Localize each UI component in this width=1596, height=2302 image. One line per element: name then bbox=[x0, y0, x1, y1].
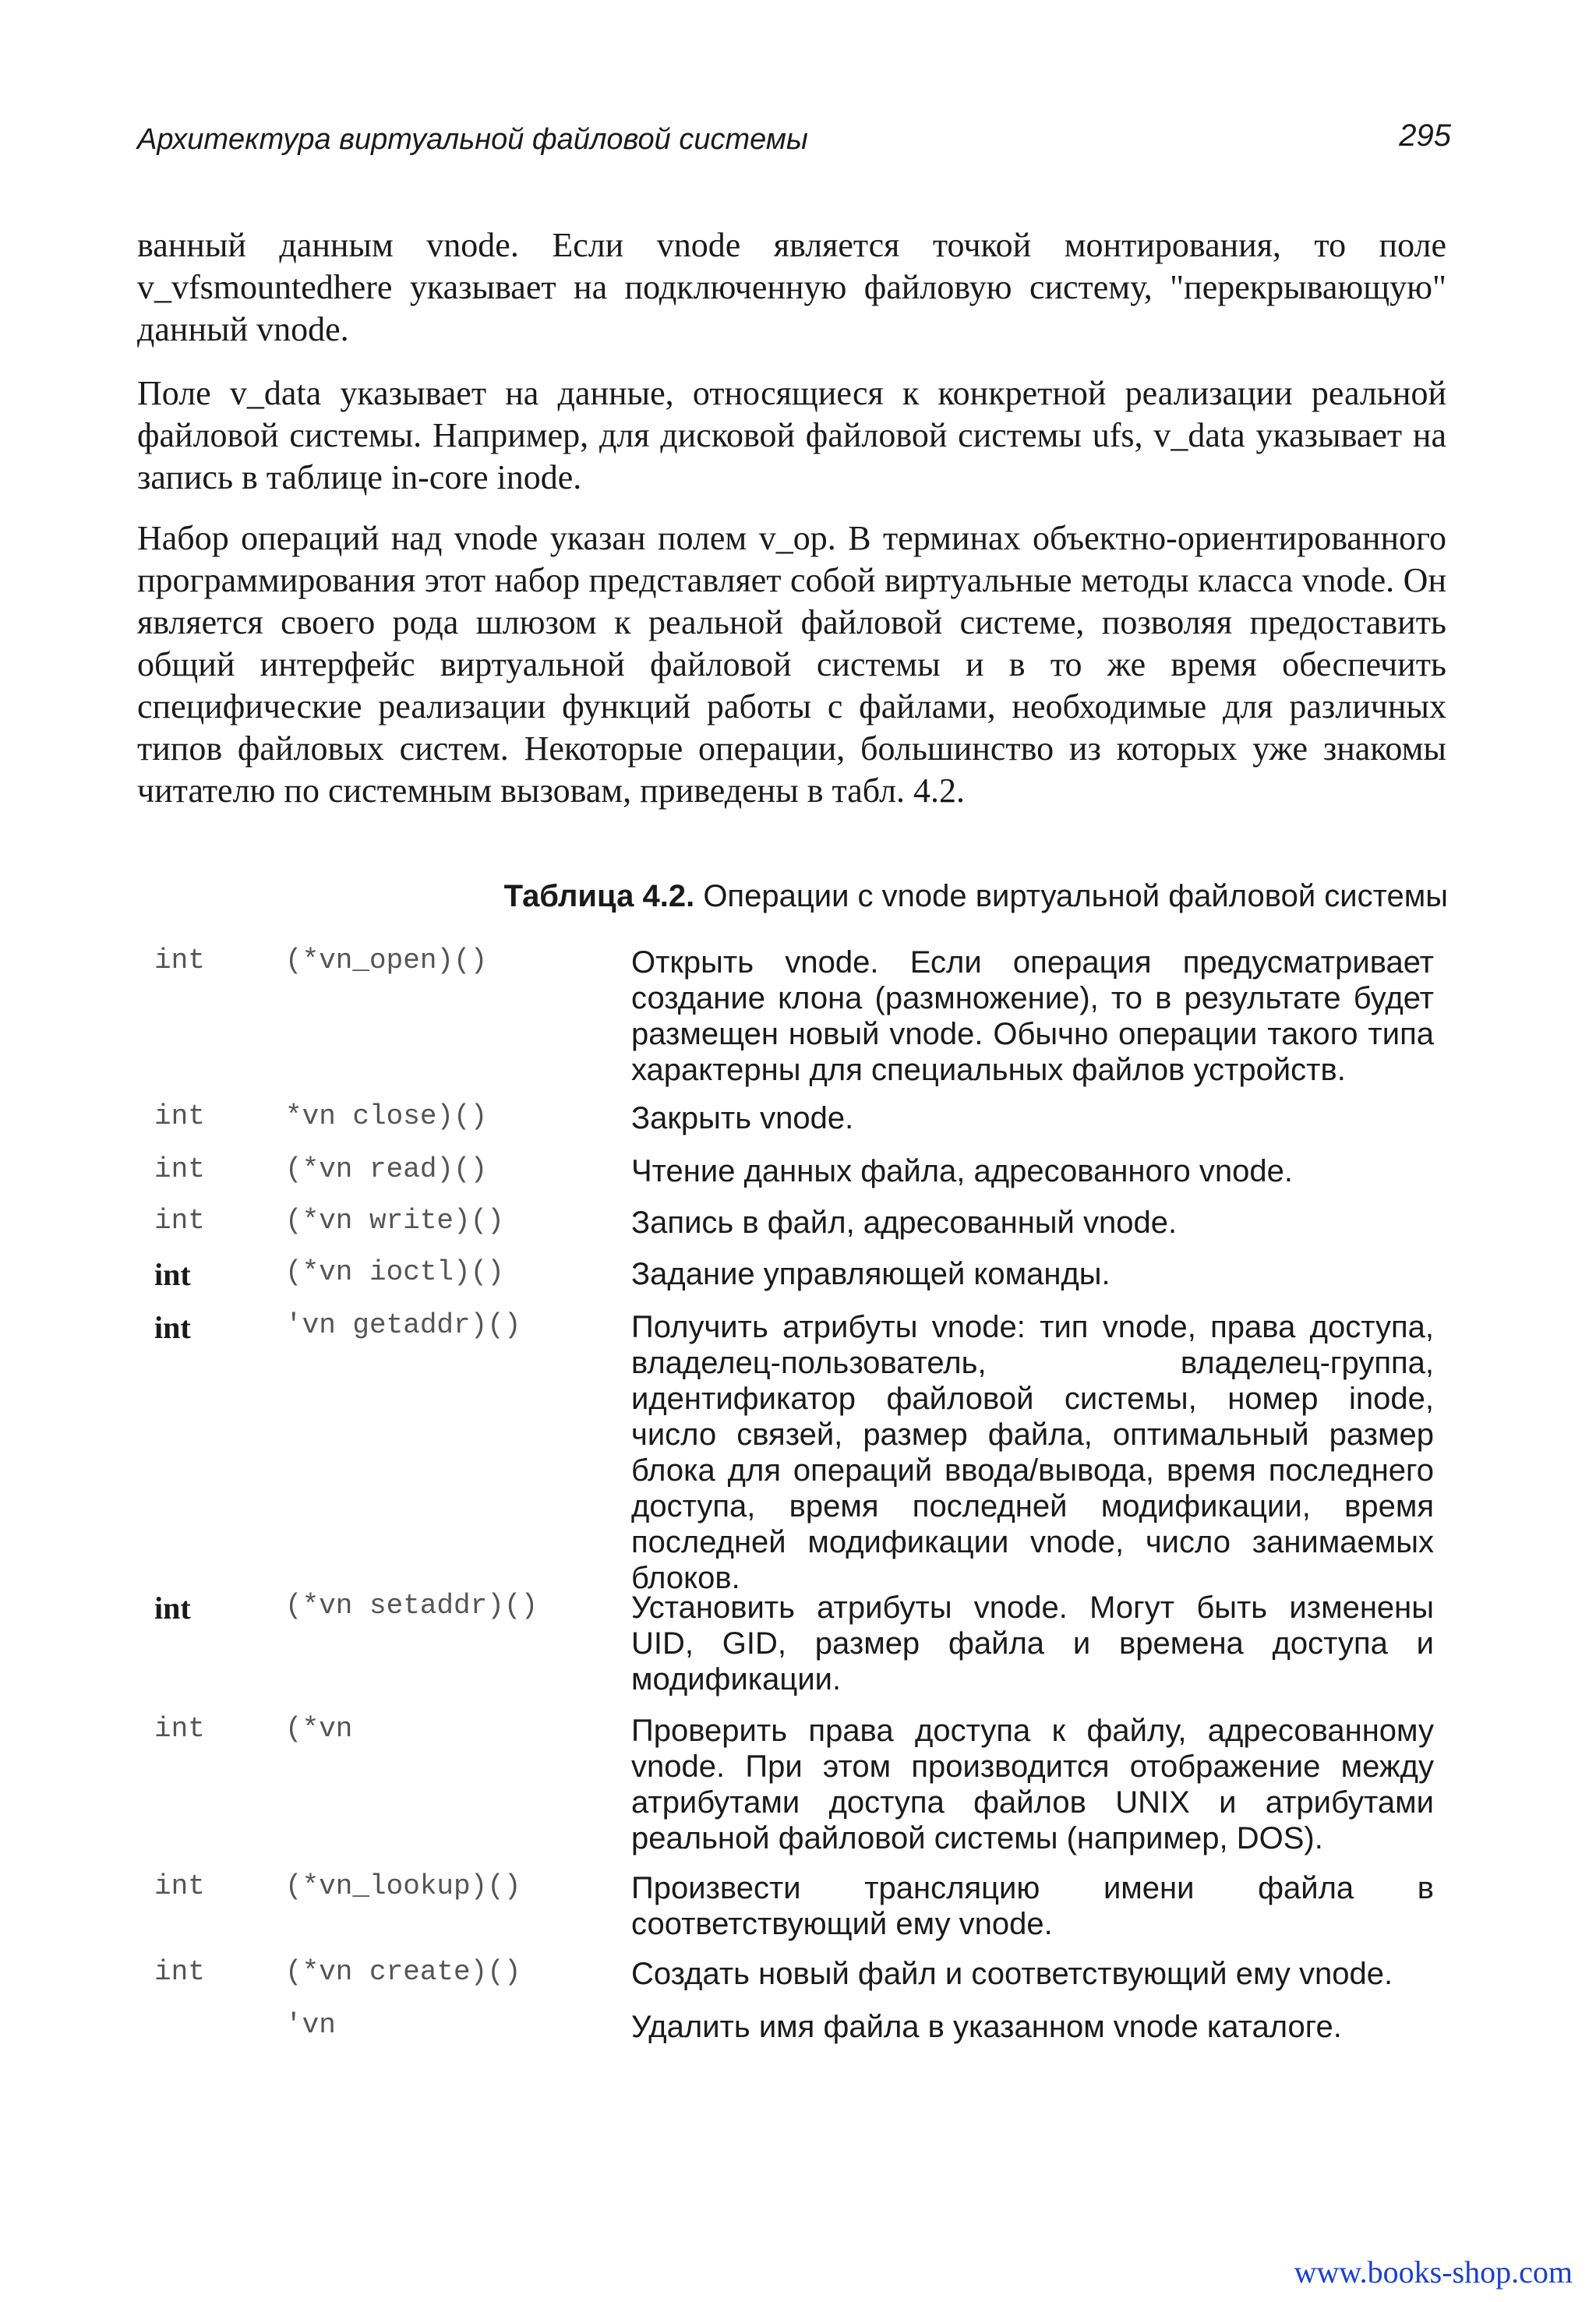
return-type: int bbox=[154, 1100, 205, 1132]
table-caption bbox=[504, 879, 1448, 914]
function-name: (*vn ioctl)() bbox=[285, 1256, 504, 1288]
return-type: int bbox=[154, 1591, 191, 1626]
operation-description: Проверить права доступа к файлу, адресованному vnode. При этом производится отображение между атрибутами доступа файлов UNIX и атрибутами реальной файловой системы (например, DOS). bbox=[631, 1714, 1434, 1855]
return-type: int bbox=[154, 944, 205, 976]
return-type: int bbox=[154, 1310, 191, 1345]
return-type: int bbox=[154, 1205, 205, 1237]
function-name: (*vn setaddr)() bbox=[285, 1590, 538, 1622]
operation-description: Удалить имя файла в указанном vnode каталоге. bbox=[631, 2010, 1342, 2044]
return-type: int bbox=[154, 1257, 191, 1292]
paragraph-2 bbox=[137, 372, 1446, 499]
table-caption-text: Операции с vnode виртуальной файловой системы bbox=[703, 879, 1448, 913]
paragraph-text: ванный данным vnode. Если vnode является точкой монтирования, то поле v_vfsmountedhere указывает на подключенную файловую систему, "перекрывающую" данный vnode. bbox=[137, 226, 1446, 348]
operation-description: Получить атрибуты vnode: тип vnode, права доступа, владелец-пользователь, владелец-группа, идентификатор файловой системы, номер inode, число связей, размер файла, оптимальный размер блока для операций ввода/вывода, время последнего доступа, время последней модификации, время последней модификации vnode, число занимаемых блоков. bbox=[631, 1310, 1434, 1595]
return-type: int bbox=[154, 1153, 205, 1185]
operation-description: Задание управляющей команды. bbox=[631, 1257, 1110, 1291]
operation-description: Запись в файл, адресованный vnode. bbox=[631, 1206, 1178, 1240]
function-name: (*vn_lookup)() bbox=[285, 1870, 521, 1902]
function-name: *vn close)() bbox=[285, 1100, 488, 1132]
function-name: (*vn_open)() bbox=[285, 944, 488, 976]
paragraph-text: Набор операций над vnode указан полем v_op. В терминах объектно-ориентированного программирования этот набор представляет собой виртуальные методы класса vnode. Он является своего рода шлюзом к реальной файловой системе, позволяя предоставить общий интерфейс виртуальной файловой системы и в то же время обеспечить специфические реализации функций работы с файлами, необходимые для различных типов файловых систем. Некоторые операции, большинство из которых уже знакомы читателю по системным вызовам, приведены в табл. 4.2. bbox=[137, 519, 1446, 810]
operation-description: Произвести трансляцию имени файла в соответствующий ему vnode. bbox=[631, 1871, 1434, 1941]
return-type: int bbox=[154, 1713, 205, 1745]
paragraph-3 bbox=[137, 517, 1446, 812]
table-caption-label: Таблица 4.2. bbox=[503, 879, 695, 913]
function-name: (*vn bbox=[285, 1713, 353, 1745]
function-name: 'vn getaddr)() bbox=[285, 1309, 521, 1341]
paragraph-1 bbox=[137, 224, 1446, 351]
operation-description: Чтение данных файла, адресованного vnode. bbox=[631, 1154, 1293, 1188]
function-name: (*vn read)() bbox=[285, 1153, 488, 1185]
function-name: 'vn bbox=[285, 2009, 336, 2041]
operation-description: Открыть vnode. Если операция предусматривает создание клона (размножение), то в результате будет размещен новый vnode. Обычно операции такого типа характерны для специальных файлов устройств. bbox=[631, 945, 1434, 1087]
operation-description: Закрыть vnode. bbox=[631, 1101, 854, 1135]
operation-description: Создать новый файл и соответствующий ему vnode. bbox=[631, 1957, 1393, 1991]
function-name: (*vn create)() bbox=[285, 1956, 521, 1988]
header-title: Архитектура виртуальной файловой системы bbox=[137, 123, 808, 156]
footer-website-link[interactable]: www.books-shop.com bbox=[1294, 2254, 1573, 2290]
return-type: int bbox=[154, 1870, 205, 1902]
page-number: 295 bbox=[1399, 118, 1451, 153]
return-type: int bbox=[154, 1956, 205, 1988]
function-name: (*vn write)() bbox=[285, 1205, 504, 1237]
operation-description: Установить атрибуты vnode. Могут быть изменены UID, GID, размер файла и времена доступа и модификации. bbox=[631, 1591, 1434, 1696]
paragraph-text: Поле v_data указывает на данные, относящиеся к конкретной реализации реальной файловой системы. Например, для дисковой файловой системы ufs, v_data указывает на запись в таблице in-core inode. bbox=[137, 374, 1446, 496]
